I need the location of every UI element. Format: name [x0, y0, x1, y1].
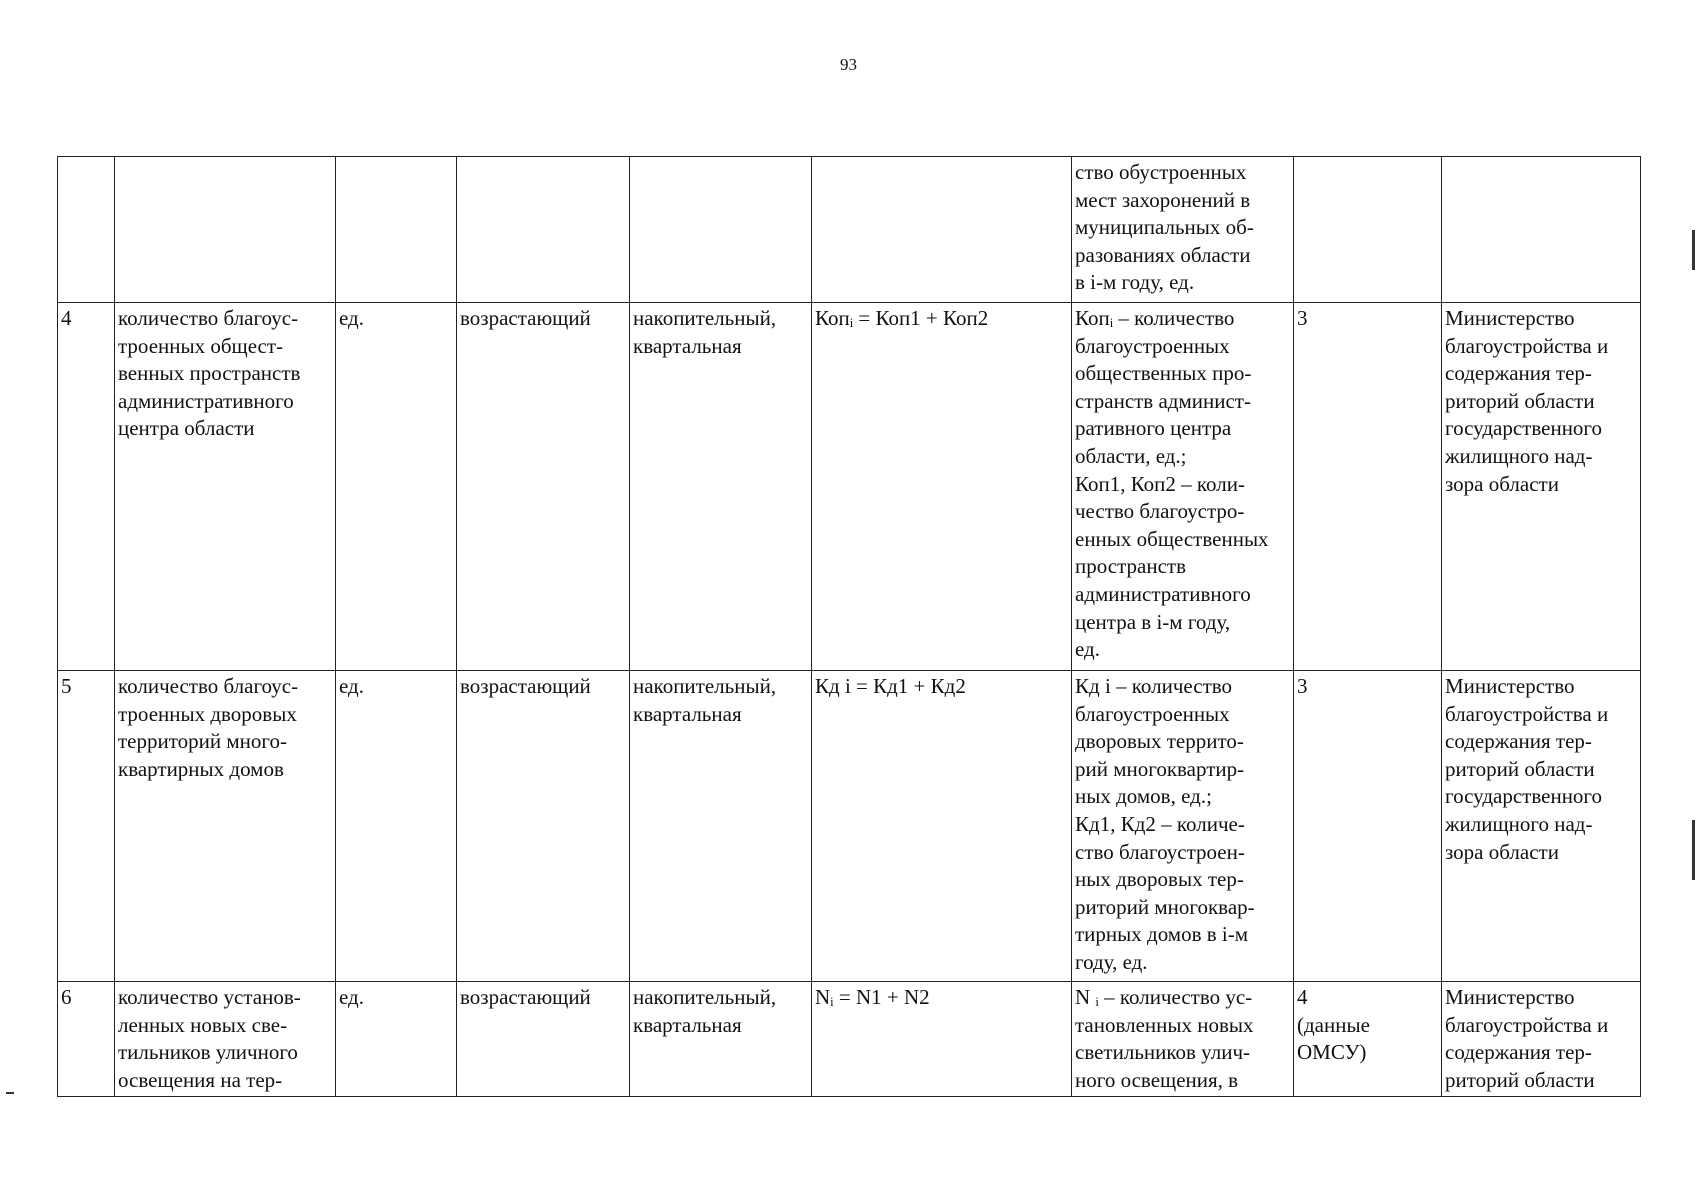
cell-responsible: Министерство благоустройства и содержания тер- риторий области [1442, 982, 1641, 1097]
cell-source: 3 [1294, 303, 1442, 671]
cell-responsible: Министерство благоустройства и содержания тер- риторий области государственного жилищного над- зора области [1442, 303, 1641, 671]
cell-responsible [1442, 157, 1641, 303]
cell-indicator-name: количество благоус- троенных общест- венных пространств административного центра области [115, 303, 336, 671]
cell-unit [336, 157, 457, 303]
cell-definition: ство обустроенных мест захоронений в муниципальных об- разованиях области в i-м году, ед. [1072, 157, 1294, 303]
cell-source: 4 (данные ОМСУ) [1294, 982, 1442, 1097]
indicators-table [57, 156, 1641, 1097]
table-row [58, 157, 1641, 303]
cell-number: 6 [58, 982, 115, 1097]
cell-type: накопительный, квартальная [630, 982, 812, 1097]
cell-number: 4 [58, 303, 115, 671]
table-row [58, 303, 1641, 671]
cell-trend: возрастающий [457, 303, 630, 671]
scan-artifact-right-bottom [1692, 820, 1695, 880]
table-row [58, 982, 1641, 1097]
cell-formula: Кд i = Кд1 + Кд2 [812, 671, 1072, 982]
cell-number [58, 157, 115, 303]
scan-artifact-left [6, 1092, 14, 1094]
cell-source: 3 [1294, 671, 1442, 982]
cell-indicator-name [115, 157, 336, 303]
cell-unit: ед. [336, 303, 457, 671]
cell-type: накопительный, квартальная [630, 303, 812, 671]
cell-definition: N ᵢ – количество ус- тановленных новых светильников улич- ного освещения, в [1072, 982, 1294, 1097]
cell-indicator-name: количество благоус- троенных дворовых территорий много- квартирных домов [115, 671, 336, 982]
cell-formula: Копᵢ = Коп1 + Коп2 [812, 303, 1072, 671]
cell-type: накопительный, квартальная [630, 671, 812, 982]
cell-formula: Nᵢ = N1 + N2 [812, 982, 1072, 1097]
cell-trend [457, 157, 630, 303]
cell-type [630, 157, 812, 303]
cell-formula [812, 157, 1072, 303]
cell-number: 5 [58, 671, 115, 982]
cell-trend: возрастающий [457, 671, 630, 982]
page-number: 93 [840, 55, 857, 74]
cell-definition: Кд i – количество благоустроенных дворовых террито- рий многоквартир- ных домов, ед.; Кд1, Кд2 – количе- ство благоустроен- ных дворовых тер- риторий многоквар- тирных домов в i-м году, ед. [1072, 671, 1294, 982]
cell-unit: ед. [336, 982, 457, 1097]
cell-responsible: Министерство благоустройства и содержания тер- риторий области государственного жилищного над- зора области [1442, 671, 1641, 982]
cell-source [1294, 157, 1442, 303]
cell-trend: возрастающий [457, 982, 630, 1097]
cell-unit: ед. [336, 671, 457, 982]
table-row [58, 671, 1641, 982]
scan-artifact-right-top [1692, 230, 1695, 270]
cell-indicator-name: количество установ- ленных новых све- тильников уличного освещения на тер- [115, 982, 336, 1097]
cell-definition: Копᵢ – количество благоустроенных общественных про- странств админист- ративного центра области, ед.; Коп1, Коп2 – коли- чество благоустро- енных общественных пространств административного центра в i-м году, ед. [1072, 303, 1294, 671]
